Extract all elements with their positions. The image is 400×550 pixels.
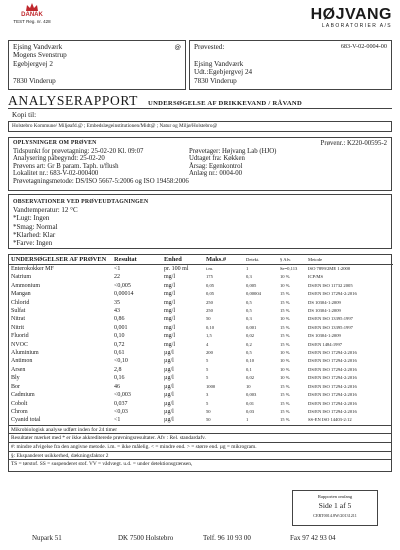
plant-number: Anlæg nr.: 0004-00 xyxy=(189,170,243,178)
table-cell: 5 xyxy=(206,375,209,381)
column-header: Metode xyxy=(306,255,393,265)
table-cell: <1 xyxy=(114,417,121,424)
results-table xyxy=(9,255,393,425)
at-icon: @ xyxy=(174,43,181,51)
observation-item: *Lugt: Ingen xyxy=(13,214,50,223)
table-cell: Se=0,113 xyxy=(280,266,298,271)
report-title: ANALYSERAPPORT xyxy=(8,93,139,108)
table-cell: 10 % xyxy=(280,274,290,280)
table-row xyxy=(9,324,393,332)
sample-site-name: Ejsing Vandværk xyxy=(194,59,244,68)
sampling-reason: Årsag: Egenkontrol xyxy=(189,162,243,170)
table-cell: DS/EN ISO 17294-2:2016 xyxy=(308,366,357,372)
table-cell: DS/EN ISO 11732 2005 xyxy=(308,282,353,288)
table-cell: 15 % xyxy=(280,299,290,305)
table-cell: 15 % xyxy=(280,400,290,406)
lab-logo-subtitle: LABORATORIER A/S xyxy=(321,23,392,29)
table-cell: 0,05 xyxy=(206,291,215,297)
table-cell: DS/EN ISO 17294-2:2016 xyxy=(308,350,357,356)
table-cell: 0,02 xyxy=(246,333,255,339)
table-cell: 0,10 xyxy=(206,324,215,330)
results-body xyxy=(9,265,393,425)
table-cell: µg/l xyxy=(164,392,174,399)
table-cell: 0,005 xyxy=(246,282,257,288)
table-cell: NVOC xyxy=(11,341,29,348)
results-note: Mikrobiologisk analyse udført inden for 24 timer xyxy=(9,425,391,434)
table-cell: Bly xyxy=(11,375,20,382)
report-scope-label: Rapporten omfang xyxy=(317,494,353,499)
table-cell: SS-EN ISO 14403-2:12 xyxy=(308,417,352,423)
table-cell: Arsen xyxy=(11,366,26,373)
table-cell: µg/l xyxy=(164,358,174,365)
table-cell: 0,5 xyxy=(246,350,252,356)
sampler: Prøvetager: Højvang Lab (HJO) xyxy=(189,147,277,155)
table-cell: <1 xyxy=(114,266,121,272)
results-box xyxy=(8,254,392,472)
observation-item: Vandtemperatur: 12 °C xyxy=(13,206,78,215)
table-cell: 0,72 xyxy=(114,341,125,348)
sample-info-box xyxy=(8,137,392,191)
table-cell: 4 xyxy=(206,341,209,347)
table-cell: 43 xyxy=(114,308,120,315)
table-cell: mg/l xyxy=(164,282,176,289)
table-cell: pr. 100 ml xyxy=(164,266,189,272)
table-cell: mg/l xyxy=(164,333,176,340)
table-cell: mg/l xyxy=(164,316,176,323)
table-cell: 15 % xyxy=(280,383,290,389)
table-cell: 2,8 xyxy=(114,366,122,373)
table-cell: Aluminium xyxy=(11,350,39,357)
table-cell: DS 10304-1:2009 xyxy=(308,299,341,305)
table-cell: µg/l xyxy=(164,408,174,415)
table-cell: 0,10 xyxy=(114,333,125,340)
sample-number: Prøvenr.: K220-00595-2 xyxy=(320,140,387,147)
danak-registration: TEST Reg. nr. 428 xyxy=(13,19,51,24)
table-cell: µg/l xyxy=(164,383,174,390)
recipient-city: 7830 Vinderup xyxy=(13,76,56,85)
table-cell: DS/EN ISO 17294-2:2016 xyxy=(308,392,357,398)
table-cell: Chrom xyxy=(11,408,28,415)
table-cell: 15 % xyxy=(280,324,290,330)
recipient-blank-line xyxy=(13,68,181,76)
sample-type: Prøvens art: Gr B param. Taph. u/flush xyxy=(13,162,119,170)
table-cell: <0,10 xyxy=(114,358,128,365)
table-cell: 0,05 xyxy=(206,282,215,288)
table-cell: 0,16 xyxy=(114,375,125,382)
results-note: Resultater mærket med * er ikke akkrediterede prøvningsresultater. Afv : Rel. standardafv. xyxy=(9,433,391,442)
table-row xyxy=(9,391,393,399)
table-cell: Chlorid xyxy=(11,299,30,306)
table-row xyxy=(9,408,393,416)
table-cell: <0,03 xyxy=(114,408,128,415)
results-note: #: mindre afvigelse fra den angivne metode. i.m. = ikke målelig. < = mindre end. > = større end. µg = mikrogram. xyxy=(9,442,391,451)
observation-item: *Smag: Normal xyxy=(13,222,58,231)
table-cell: Cadmium xyxy=(11,392,35,399)
sampling-method: Prøvetagningsmetode: DS/ISO 5667-5:2006 og ISO 19458:2006 xyxy=(13,177,189,185)
table-cell: 5 xyxy=(206,400,209,406)
table-cell: 0,001 xyxy=(246,324,257,330)
table-cell: 0,61 xyxy=(114,350,125,357)
certificate-reference: CERT0014.8W/20131211 xyxy=(313,513,357,518)
table-cell: 0,5 xyxy=(246,299,252,305)
table-cell: mg/l xyxy=(164,299,176,306)
table-row xyxy=(9,332,393,340)
location-number: Lokalitet nr.: 683-V-02-000400 xyxy=(13,170,99,178)
table-cell: 0,1 xyxy=(246,366,252,372)
recipient-contact: Mogens Svenstrup xyxy=(13,51,67,60)
observations-heading: OBSERVATIONER VED PRØVEUDTAGNINGEN xyxy=(13,199,149,205)
table-cell: mg/l xyxy=(164,274,176,281)
table-cell: 175 xyxy=(206,274,213,280)
table-cell: 10 % xyxy=(280,350,290,356)
table-row xyxy=(9,366,393,374)
table-cell: 15 % xyxy=(280,408,290,414)
table-row xyxy=(9,265,393,274)
table-cell: mg/l xyxy=(164,341,176,348)
table-cell: Bor xyxy=(11,383,20,390)
table-cell: 10 % xyxy=(280,282,290,288)
table-cell: 22 xyxy=(114,274,120,281)
table-row xyxy=(9,341,393,349)
sample-site-box xyxy=(189,40,392,90)
lab-logo-name: HØJVANG xyxy=(310,6,392,23)
footer-city: DK 7500 Holstebro xyxy=(118,534,174,542)
table-cell: 5 xyxy=(206,358,209,364)
table-cell: µg/l xyxy=(164,350,174,357)
results-notes xyxy=(9,425,391,468)
table-cell: Antimon xyxy=(11,358,33,365)
table-cell: Ammonium xyxy=(11,282,41,289)
taken-from: Udtaget fra: Køkken xyxy=(189,155,245,163)
table-row xyxy=(9,282,393,290)
table-cell: 0,5 xyxy=(246,308,252,314)
results-header-row xyxy=(9,255,393,265)
table-cell: 10 % xyxy=(280,375,290,381)
table-cell: Enterokokker MF xyxy=(11,266,54,272)
table-cell: 1000 xyxy=(206,383,216,389)
title-divider xyxy=(8,108,392,109)
lab-logo xyxy=(274,6,392,30)
table-cell: DS/EN ISO 13395:1997 xyxy=(308,316,353,322)
table-cell: 3 xyxy=(206,392,209,398)
table-cell: DS/EN ISO 17294-2:2016 xyxy=(308,375,357,381)
column-header: Enhed xyxy=(162,255,204,265)
table-row xyxy=(9,349,393,357)
table-cell: 0,00004 xyxy=(246,291,261,297)
table-cell: 35 xyxy=(114,299,120,306)
table-cell: 0,037 xyxy=(114,400,128,407)
table-cell: 10 % xyxy=(280,358,290,364)
table-cell: 50 xyxy=(206,408,211,414)
table-cell: 0,001 xyxy=(114,324,128,331)
table-cell: DS/EN ISO 17294-2:2016 xyxy=(308,358,357,364)
table-cell: 0,86 xyxy=(114,316,125,323)
danak-accreditation-mark xyxy=(8,2,56,25)
table-cell: 0,3 xyxy=(246,274,252,280)
table-cell: Nitrit xyxy=(11,324,24,331)
sample-site-number: 683-V-02-0004-00 xyxy=(340,43,387,50)
report-subtitle: UNDERSØGELSE AF DRIKKEVAND / RÅVAND xyxy=(148,100,303,107)
table-row xyxy=(9,299,393,307)
table-cell: <0,003 xyxy=(114,392,131,399)
observation-item: *Farve: Ingen xyxy=(13,239,53,248)
recipient-street: Egebjergvej 2 xyxy=(13,59,53,68)
table-cell: i.m. xyxy=(206,266,214,271)
table-cell: 46 xyxy=(114,383,120,390)
table-row xyxy=(9,307,393,315)
table-row xyxy=(9,357,393,365)
table-cell: DS/EN ISO 17294-2:2016 xyxy=(308,291,357,297)
table-cell: DS/EN ISO 17294-2:2016 xyxy=(308,383,357,389)
table-cell: 1 xyxy=(246,417,249,423)
table-cell: 15 % xyxy=(280,392,290,398)
table-cell: mg/l xyxy=(164,324,176,331)
table-cell: 50 xyxy=(206,316,211,322)
column-header: Maks.# xyxy=(204,255,244,265)
sample-site-address: Udt.:Egebjergvej 24 xyxy=(194,68,253,77)
table-cell: 0,3 xyxy=(246,316,252,322)
recipient-address-box xyxy=(8,40,186,90)
footer-phone: Telf. 96 10 93 00 xyxy=(203,534,251,542)
table-row xyxy=(9,383,393,391)
results-note: TS = tørstof. SS = suspenderet stof. VV = vådvægt. u.d. = under detektionsgrænsen, xyxy=(9,459,391,468)
danak-crown-icon xyxy=(25,2,39,12)
table-row xyxy=(9,315,393,323)
recipient-name: Ejsing Vandværk xyxy=(13,43,63,51)
table-cell: 50 xyxy=(206,417,211,423)
table-row xyxy=(9,290,393,298)
table-cell: µg/l xyxy=(164,366,174,373)
table-cell: 0,00014 xyxy=(114,291,134,298)
table-cell: 0,2 xyxy=(246,341,252,347)
table-cell: Natrium xyxy=(11,274,31,281)
copy-to-recipients: Holstebro Kommune/ Miljøafd.@ ; Embedslægeinstitutionen/Midt@ ; Natur og Miljø/Holstebro@ xyxy=(8,121,392,132)
table-row xyxy=(9,374,393,382)
table-cell: 1,5 xyxy=(206,333,212,339)
table-cell: 0,01 xyxy=(246,400,255,406)
danak-name: DANAK xyxy=(21,12,43,18)
table-cell: 0,10 xyxy=(246,358,255,364)
table-cell: <0,005 xyxy=(114,282,131,289)
table-cell: 15 % xyxy=(280,341,290,347)
table-cell: 0,02 xyxy=(246,375,255,381)
table-cell: µg/l xyxy=(164,417,174,424)
table-cell: 5 xyxy=(206,366,209,372)
analysis-start: Analysering påbegyndt: 25-02-20 xyxy=(13,155,105,163)
copy-to-label: Kopi til: xyxy=(12,111,37,119)
table-cell: Cobolt xyxy=(11,400,28,407)
table-cell: DS/EN ISO 17294-2:2016 xyxy=(308,408,357,414)
table-cell: 15 % xyxy=(280,291,290,297)
report-title-row xyxy=(8,93,392,109)
table-cell: 10 % xyxy=(280,316,290,322)
table-cell: Sulfat xyxy=(11,308,26,315)
sample-site-label: Prøvested: xyxy=(194,43,225,51)
table-cell: µg/l xyxy=(164,400,174,407)
table-cell: 0,003 xyxy=(246,392,257,398)
page-indicator: Side 1 af 5 xyxy=(318,501,352,510)
column-header: Detekt. xyxy=(244,255,278,265)
table-cell: 15 % xyxy=(280,417,290,423)
sampling-time: Tidspunkt for prøvetagning: 25-02-20 Kl. 09:07 xyxy=(13,147,144,155)
table-cell: 200 xyxy=(206,350,213,356)
table-cell: µg/l xyxy=(164,375,174,382)
table-cell: DS 10304-1:2009 xyxy=(308,333,341,339)
table-cell: Fluorid xyxy=(11,333,29,340)
table-cell: DS/EN ISO 13395:1997 xyxy=(308,324,353,330)
table-cell: ICP/MS xyxy=(308,274,324,280)
table-row xyxy=(9,273,393,281)
observations-box xyxy=(8,194,392,249)
observation-item: *Klarhed: Klar xyxy=(13,230,56,239)
column-header: UNDERSØGELSER AF PRØVEN xyxy=(9,255,112,265)
table-cell: 10 % xyxy=(280,366,290,372)
footer-fax: Fax 97 42 93 04 xyxy=(290,534,336,542)
table-cell: Mangan xyxy=(11,291,31,298)
report-scope-box xyxy=(292,490,378,526)
table-cell: Nitrat xyxy=(11,316,25,323)
table-cell: ISO 7899/2ME 1:2000 xyxy=(308,266,351,271)
table-row xyxy=(9,400,393,408)
table-cell: Cyanid total xyxy=(11,417,41,424)
table-cell: mg/l xyxy=(164,291,176,298)
table-cell: mg/l xyxy=(164,308,176,315)
table-row xyxy=(9,416,393,424)
column-header: Resultat xyxy=(112,255,162,265)
column-header: § Afv. xyxy=(278,255,306,265)
results-note: §: Ekspanderet usikkerhed, dækningsfaktor 2 xyxy=(9,451,391,460)
table-cell: 0,03 xyxy=(246,408,255,414)
table-cell: 250 xyxy=(206,299,213,305)
footer-street: Nupark 51 xyxy=(32,534,62,542)
table-cell: 15 % xyxy=(280,333,290,339)
table-cell: 10 xyxy=(246,383,251,389)
sample-site-city: 7830 Vinderup xyxy=(194,76,237,85)
table-cell: DS/EN ISO 17294-2:2016 xyxy=(308,400,357,406)
table-cell: 15 % xyxy=(280,308,290,314)
table-cell: 250 xyxy=(206,308,213,314)
sample-info-heading: OPLYSNINGER OM PRØVEN xyxy=(13,140,97,146)
table-cell: 1 xyxy=(246,266,249,271)
table-cell: DS/EN 1484:1997 xyxy=(308,341,343,347)
table-cell: DS 10304-1:2009 xyxy=(308,308,341,314)
